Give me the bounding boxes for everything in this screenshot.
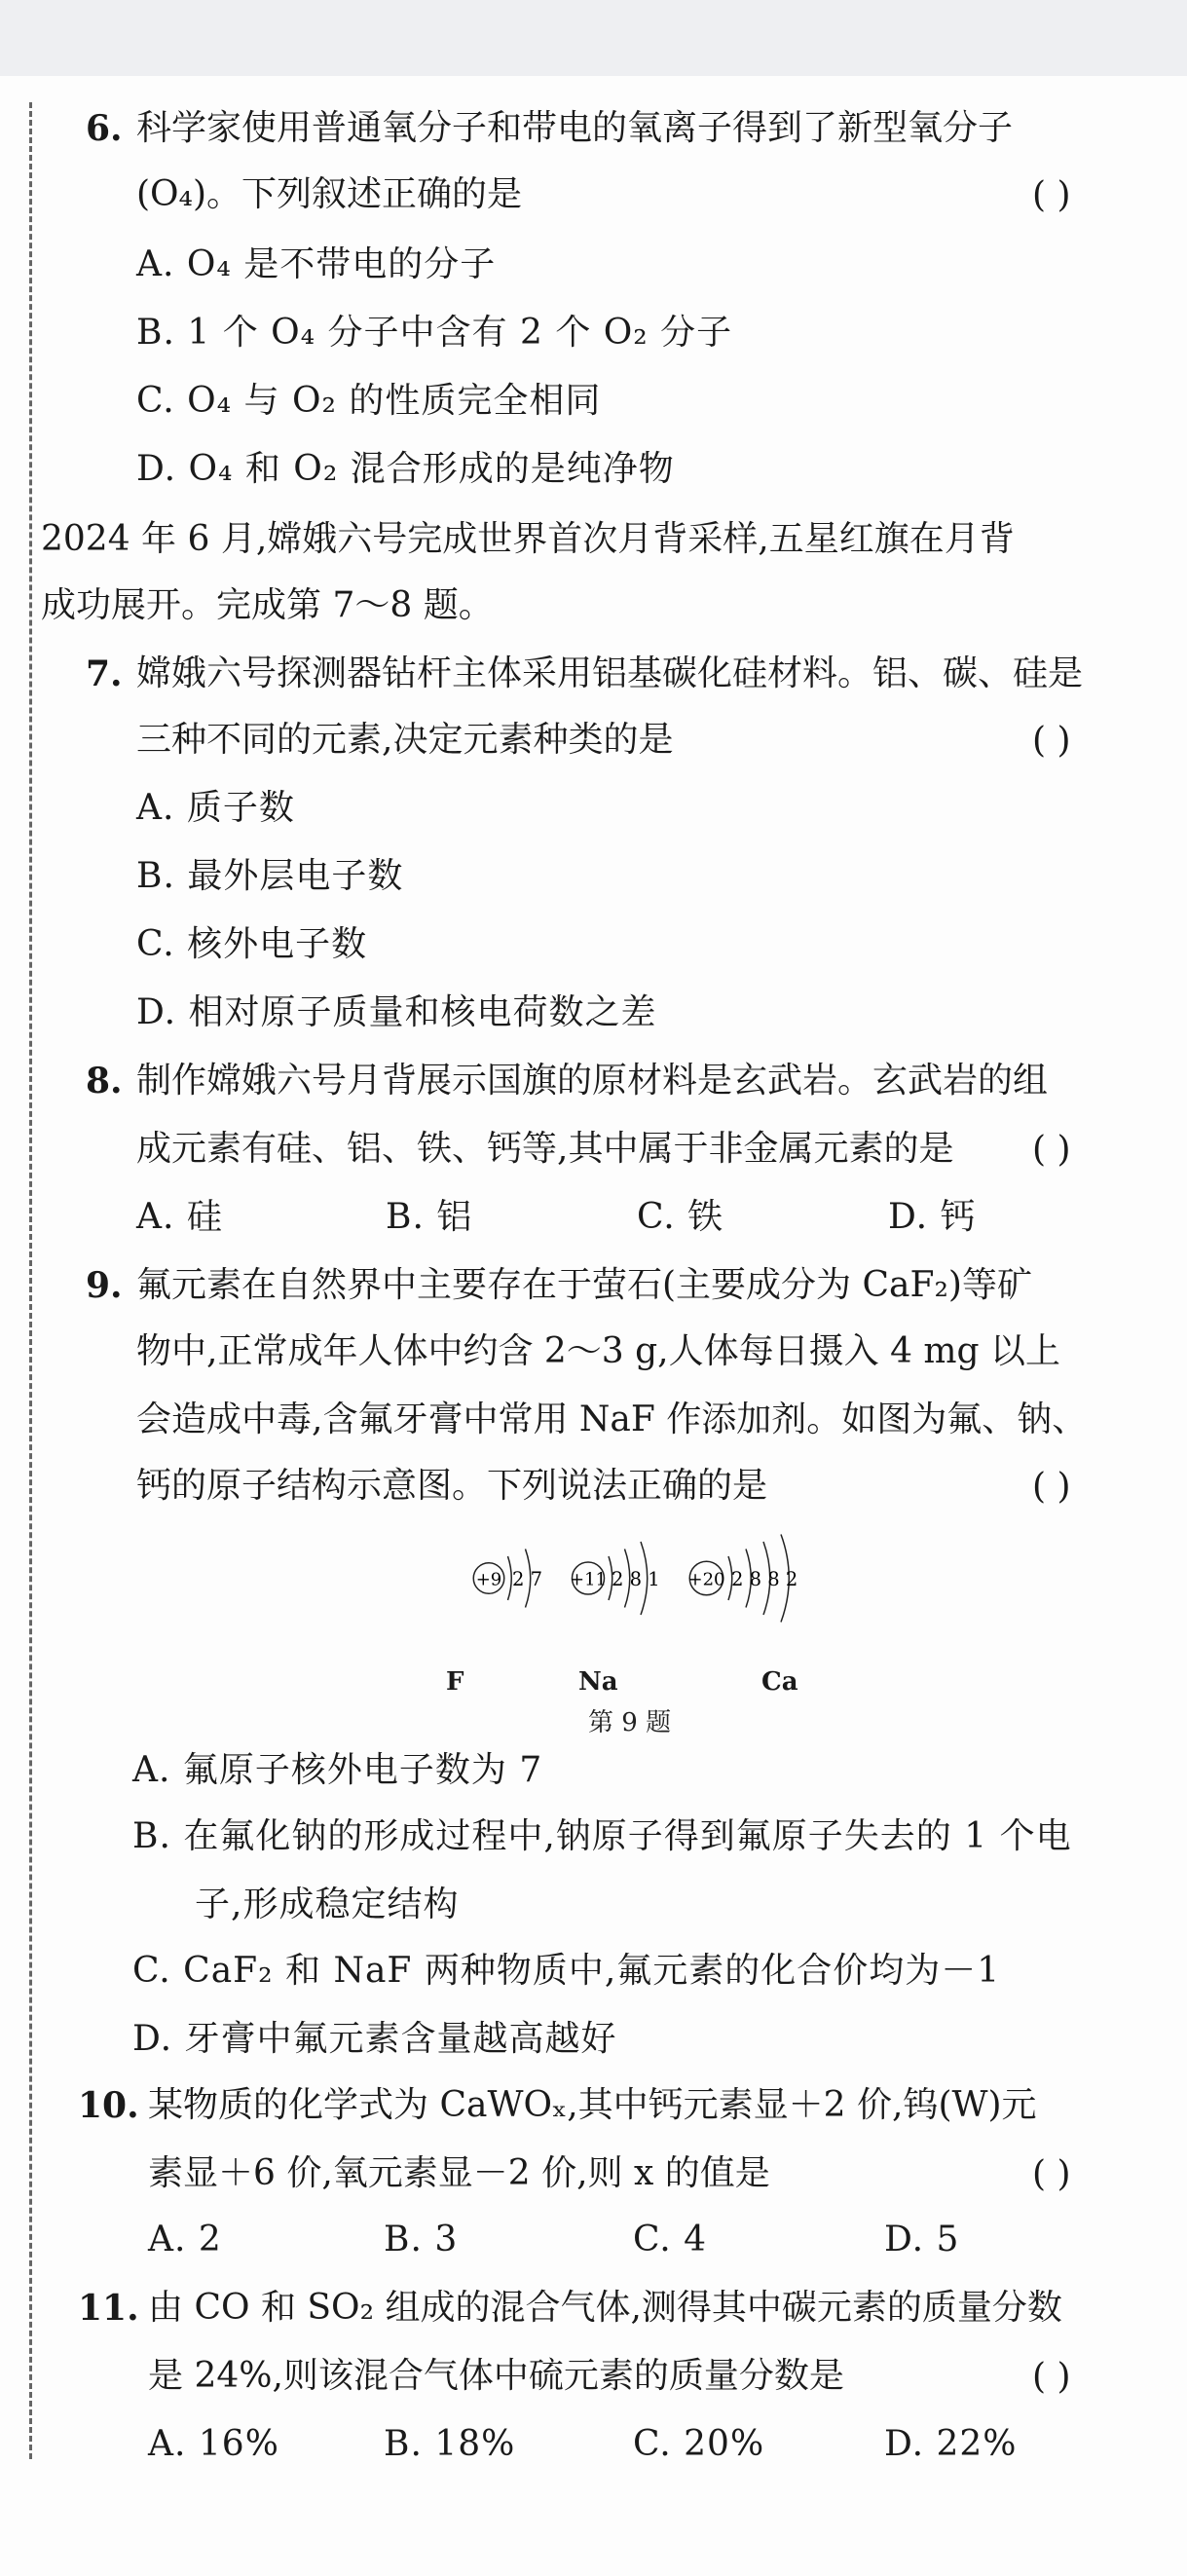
q11-option-a: A. 16% bbox=[148, 2424, 279, 2464]
q11-option-c: C. 20% bbox=[633, 2424, 765, 2464]
binding-dashed-line bbox=[29, 102, 32, 2459]
q9-stem-line2: 物中,正常成年人体中约含 2～3 g,人体每日摄入 4 mg 以上 bbox=[136, 1331, 1061, 1371]
q9-number: 9. bbox=[86, 1265, 123, 1306]
q6-option-b: B. 1 个 O₄ 分子中含有 2 个 O₂ 分子 bbox=[136, 313, 733, 353]
q7-stem-line2: 三种不同的元素,决定元素种类的是 bbox=[136, 720, 674, 760]
q9-answer-paren: ( ) bbox=[1032, 1467, 1071, 1507]
intro-line1: 2024 年 6 月,嫦娥六号完成世界首次月背采样,五星红旗在月背 bbox=[41, 519, 1015, 559]
calcium-label: Ca bbox=[761, 1667, 798, 1697]
q10-option-a: A. 2 bbox=[148, 2220, 222, 2259]
q7-number: 7. bbox=[86, 653, 123, 694]
q7-option-d: D. 相对原子质量和核电荷数之差 bbox=[136, 992, 657, 1032]
q10-option-c: C. 4 bbox=[633, 2220, 708, 2259]
q11-option-d: D. 22% bbox=[884, 2424, 1018, 2464]
q11-answer-paren: ( ) bbox=[1032, 2357, 1071, 2397]
q8-stem-line1: 制作嫦娥六号月背展示国旗的原材料是玄武岩。玄武岩的组 bbox=[136, 1061, 1049, 1101]
q9-option-a: A. 氟原子核外电子数为 7 bbox=[132, 1750, 543, 1790]
q9-option-d: D. 牙膏中氟元素含量越高越好 bbox=[132, 2019, 617, 2059]
q6-option-c: C. O₄ 与 O₂ 的性质完全相同 bbox=[136, 381, 602, 421]
fluorine-atom-diagram bbox=[473, 1549, 542, 1608]
q11-number: 11. bbox=[78, 2288, 139, 2329]
figure-caption: 第 9 题 bbox=[588, 1708, 672, 1737]
top-bar bbox=[0, 0, 1187, 76]
q6-stem-line2: (O₄)。下列叙述正确的是 bbox=[136, 174, 523, 214]
q10-option-d: D. 5 bbox=[884, 2220, 960, 2259]
q9-stem-line4: 钙的原子结构示意图。下列说法正确的是 bbox=[136, 1466, 768, 1506]
q9-option-b-line2: 子,形成稳定结构 bbox=[195, 1885, 460, 1924]
atom-structure-diagram bbox=[399, 1527, 906, 1673]
sodium-shells: 2 8 1 bbox=[612, 1568, 660, 1590]
q8-number: 8. bbox=[86, 1061, 123, 1101]
calcium-nucleus: +20 bbox=[687, 1569, 725, 1590]
intro-line2: 成功展开。完成第 7～8 题。 bbox=[41, 585, 494, 625]
q6-stem-line1: 科学家使用普通氧分子和带电的氧离子得到了新型氧分子 bbox=[136, 108, 1014, 148]
q7-option-a: A. 质子数 bbox=[136, 788, 295, 828]
q10-option-b: B. 3 bbox=[384, 2220, 459, 2259]
q9-option-c: C. CaF₂ 和 NaF 两种物质中,氟元素的化合价均为－1 bbox=[132, 1951, 1001, 1991]
q6-number: 6. bbox=[86, 108, 123, 149]
q8-stem-line2: 成元素有硅、铝、铁、钙等,其中属于非金属元素的是 bbox=[136, 1129, 954, 1169]
q9-stem-line3: 会造成中毒,含氟牙膏中常用 NaF 作添加剂。如图为氟、钠、 bbox=[136, 1400, 1088, 1439]
fluorine-label: F bbox=[446, 1667, 464, 1697]
q8-option-d: D. 钙 bbox=[888, 1197, 977, 1237]
q10-answer-paren: ( ) bbox=[1032, 2154, 1071, 2194]
q8-option-c: C. 铁 bbox=[637, 1197, 724, 1237]
q11-stem-line1: 由 CO 和 SO₂ 组成的混合气体,测得其中碳元素的质量分数 bbox=[148, 2288, 1062, 2328]
fluorine-nucleus: +9 bbox=[475, 1569, 502, 1590]
q7-option-b: B. 最外层电子数 bbox=[136, 856, 404, 896]
q11-option-b: B. 18% bbox=[384, 2424, 516, 2464]
q8-answer-paren: ( ) bbox=[1032, 1130, 1071, 1170]
q9-option-b-line1: B. 在氟化钠的形成过程中,钠原子得到氟原子失去的 1 个电 bbox=[132, 1816, 1072, 1856]
fluorine-shells: 2 7 bbox=[512, 1568, 543, 1590]
q7-option-c: C. 核外电子数 bbox=[136, 924, 368, 964]
calcium-shells: 2 8 8 2 bbox=[731, 1568, 798, 1590]
calcium-atom-diagram bbox=[688, 1535, 798, 1623]
q10-stem-line1: 某物质的化学式为 CaWOₓ,其中钙元素显＋2 价,钨(W)元 bbox=[148, 2085, 1037, 2125]
sodium-atom-diagram bbox=[570, 1542, 660, 1615]
q10-stem-line2: 素显＋6 价,氧元素显－2 价,则 x 的值是 bbox=[148, 2153, 770, 2193]
q6-option-d: D. O₄ 和 O₂ 混合形成的是纯净物 bbox=[136, 449, 675, 489]
q6-answer-paren: ( ) bbox=[1032, 175, 1071, 215]
sodium-nucleus: +11 bbox=[570, 1569, 607, 1590]
q9-stem-line1: 氟元素在自然界中主要存在于萤石(主要成分为 CaF₂)等矿 bbox=[136, 1265, 1032, 1305]
q8-option-b: B. 铝 bbox=[386, 1197, 473, 1237]
sodium-label: Na bbox=[578, 1667, 618, 1697]
q10-number: 10. bbox=[78, 2085, 139, 2126]
q11-stem-line2: 是 24%,则该混合气体中硫元素的质量分数是 bbox=[148, 2356, 844, 2396]
q7-answer-paren: ( ) bbox=[1032, 721, 1071, 761]
q7-stem-line1: 嫦娥六号探测器钻杆主体采用铝基碳化硅材料。铝、碳、硅是 bbox=[136, 653, 1084, 693]
q8-option-a: A. 硅 bbox=[136, 1197, 223, 1237]
q6-option-a: A. O₄ 是不带电的分子 bbox=[136, 244, 497, 284]
